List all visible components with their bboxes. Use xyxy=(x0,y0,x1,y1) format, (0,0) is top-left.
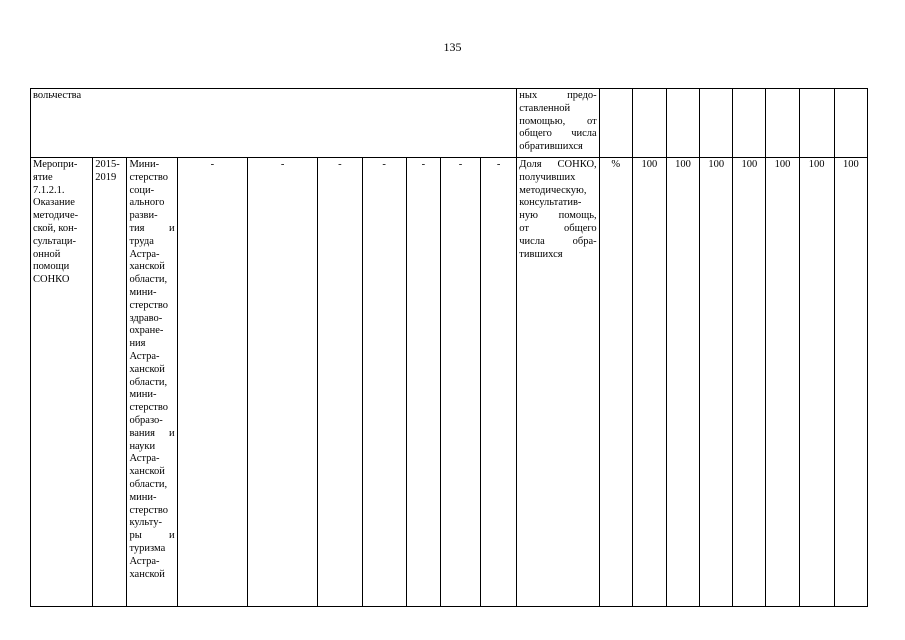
indicator-continuation-cell xyxy=(517,89,599,158)
executor-line: стерство xyxy=(129,504,168,516)
executor-line: стерство xyxy=(129,171,168,183)
executor-line: вания и xyxy=(129,427,175,439)
indicator-line: методическую, xyxy=(519,184,587,196)
executor-cell xyxy=(127,158,177,607)
executor-line: ния xyxy=(129,338,146,350)
executor-line: ального xyxy=(129,197,165,209)
executor-line: труда xyxy=(129,235,154,247)
indicator-line: ную помощь, xyxy=(519,210,597,222)
value-cell: 100 xyxy=(799,158,834,607)
activity-line: 7.1.2.1. xyxy=(33,184,65,196)
period-line: 2015- xyxy=(95,159,120,170)
unit-cell: % xyxy=(599,158,632,607)
activity-line: онной xyxy=(33,248,61,260)
indicator-line: обратившихся xyxy=(519,141,583,153)
indicator-line: числа обра- xyxy=(519,235,597,247)
executor-line: соци- xyxy=(129,184,155,196)
value-cell: 100 xyxy=(700,158,733,607)
dash-cell: - xyxy=(406,158,440,607)
indicator-line: получивших xyxy=(519,171,576,183)
executor-line: области, xyxy=(129,274,168,286)
executor-line: Астра- xyxy=(129,453,160,465)
activity-line: ятие xyxy=(33,171,53,183)
activity-line: сультаци- xyxy=(33,235,77,247)
indicator-line: от общего xyxy=(519,222,597,234)
executor-line: ханской xyxy=(129,261,165,273)
executor-line: мини- xyxy=(129,389,157,401)
dash-cell: - xyxy=(248,158,318,607)
value-cell: 100 xyxy=(632,158,666,607)
empty-cell xyxy=(599,89,632,158)
indicator-line: ных предо- xyxy=(519,90,597,101)
activity-line: СОНКО xyxy=(33,274,70,286)
executor-line: тия и xyxy=(129,222,175,234)
executor-line: ры и xyxy=(129,530,175,542)
empty-cell xyxy=(632,89,666,158)
indicator-line: ставленной xyxy=(519,102,571,114)
empty-cell xyxy=(799,89,834,158)
table-row-activity xyxy=(31,158,868,607)
dash-cell: - xyxy=(362,158,406,607)
value-cell: 100 xyxy=(733,158,766,607)
page-number: 135 xyxy=(443,40,462,54)
empty-cell xyxy=(766,89,799,158)
indicator-cell xyxy=(517,158,599,607)
executor-line: мини- xyxy=(129,286,157,298)
value-cell: 100 xyxy=(834,158,867,607)
dash-cell: - xyxy=(481,158,517,607)
activity-line: ской, кон- xyxy=(33,222,78,234)
executor-line: охране- xyxy=(129,325,164,337)
dash-cell: - xyxy=(177,158,247,607)
indicator-line: Доля СОНКО, xyxy=(519,159,597,170)
indicator-line: тившихся xyxy=(519,248,563,260)
activity-continuation-cell: вольчества xyxy=(31,89,517,158)
indicator-line: помощью, от xyxy=(519,115,597,127)
table-row-continuation xyxy=(31,89,868,158)
executor-line: туризма xyxy=(129,542,166,554)
activity-cell xyxy=(31,158,93,607)
executor-line: стерство xyxy=(129,299,168,311)
empty-cell xyxy=(700,89,733,158)
activity-line: Оказание xyxy=(33,197,75,209)
empty-cell xyxy=(733,89,766,158)
dash-cell: - xyxy=(440,158,480,607)
executor-line: Астра- xyxy=(129,248,160,260)
executor-line: стерство xyxy=(129,402,168,414)
indicator-line: общего числа xyxy=(519,128,597,140)
activity-line: Меропри- xyxy=(33,159,78,170)
indicator-line: консультатив- xyxy=(519,197,582,209)
executor-line: культу- xyxy=(129,517,163,529)
executor-line: области, xyxy=(129,478,168,490)
executor-line: ханской xyxy=(129,363,165,375)
period-line: 2019 xyxy=(95,171,117,183)
executor-line: ханской xyxy=(129,568,165,580)
empty-cell xyxy=(666,89,699,158)
value-cell: 100 xyxy=(766,158,799,607)
dash-cell: - xyxy=(318,158,362,607)
executor-line: Астра- xyxy=(129,350,160,362)
executor-line: Астра- xyxy=(129,555,160,567)
executor-line: ханской xyxy=(129,466,165,478)
executor-line: Мини- xyxy=(129,159,160,170)
executor-line: науки xyxy=(129,440,156,452)
executor-line: области, xyxy=(129,376,168,388)
executor-line: образо- xyxy=(129,414,163,426)
executor-line: мини- xyxy=(129,491,157,503)
measures-table xyxy=(30,88,868,607)
period-cell xyxy=(93,158,127,607)
executor-line: здраво- xyxy=(129,312,163,324)
value-cell: 100 xyxy=(666,158,699,607)
empty-cell xyxy=(834,89,867,158)
activity-line: методиче- xyxy=(33,210,79,222)
executor-line: разви- xyxy=(129,210,158,222)
activity-line: помощи xyxy=(33,261,70,273)
